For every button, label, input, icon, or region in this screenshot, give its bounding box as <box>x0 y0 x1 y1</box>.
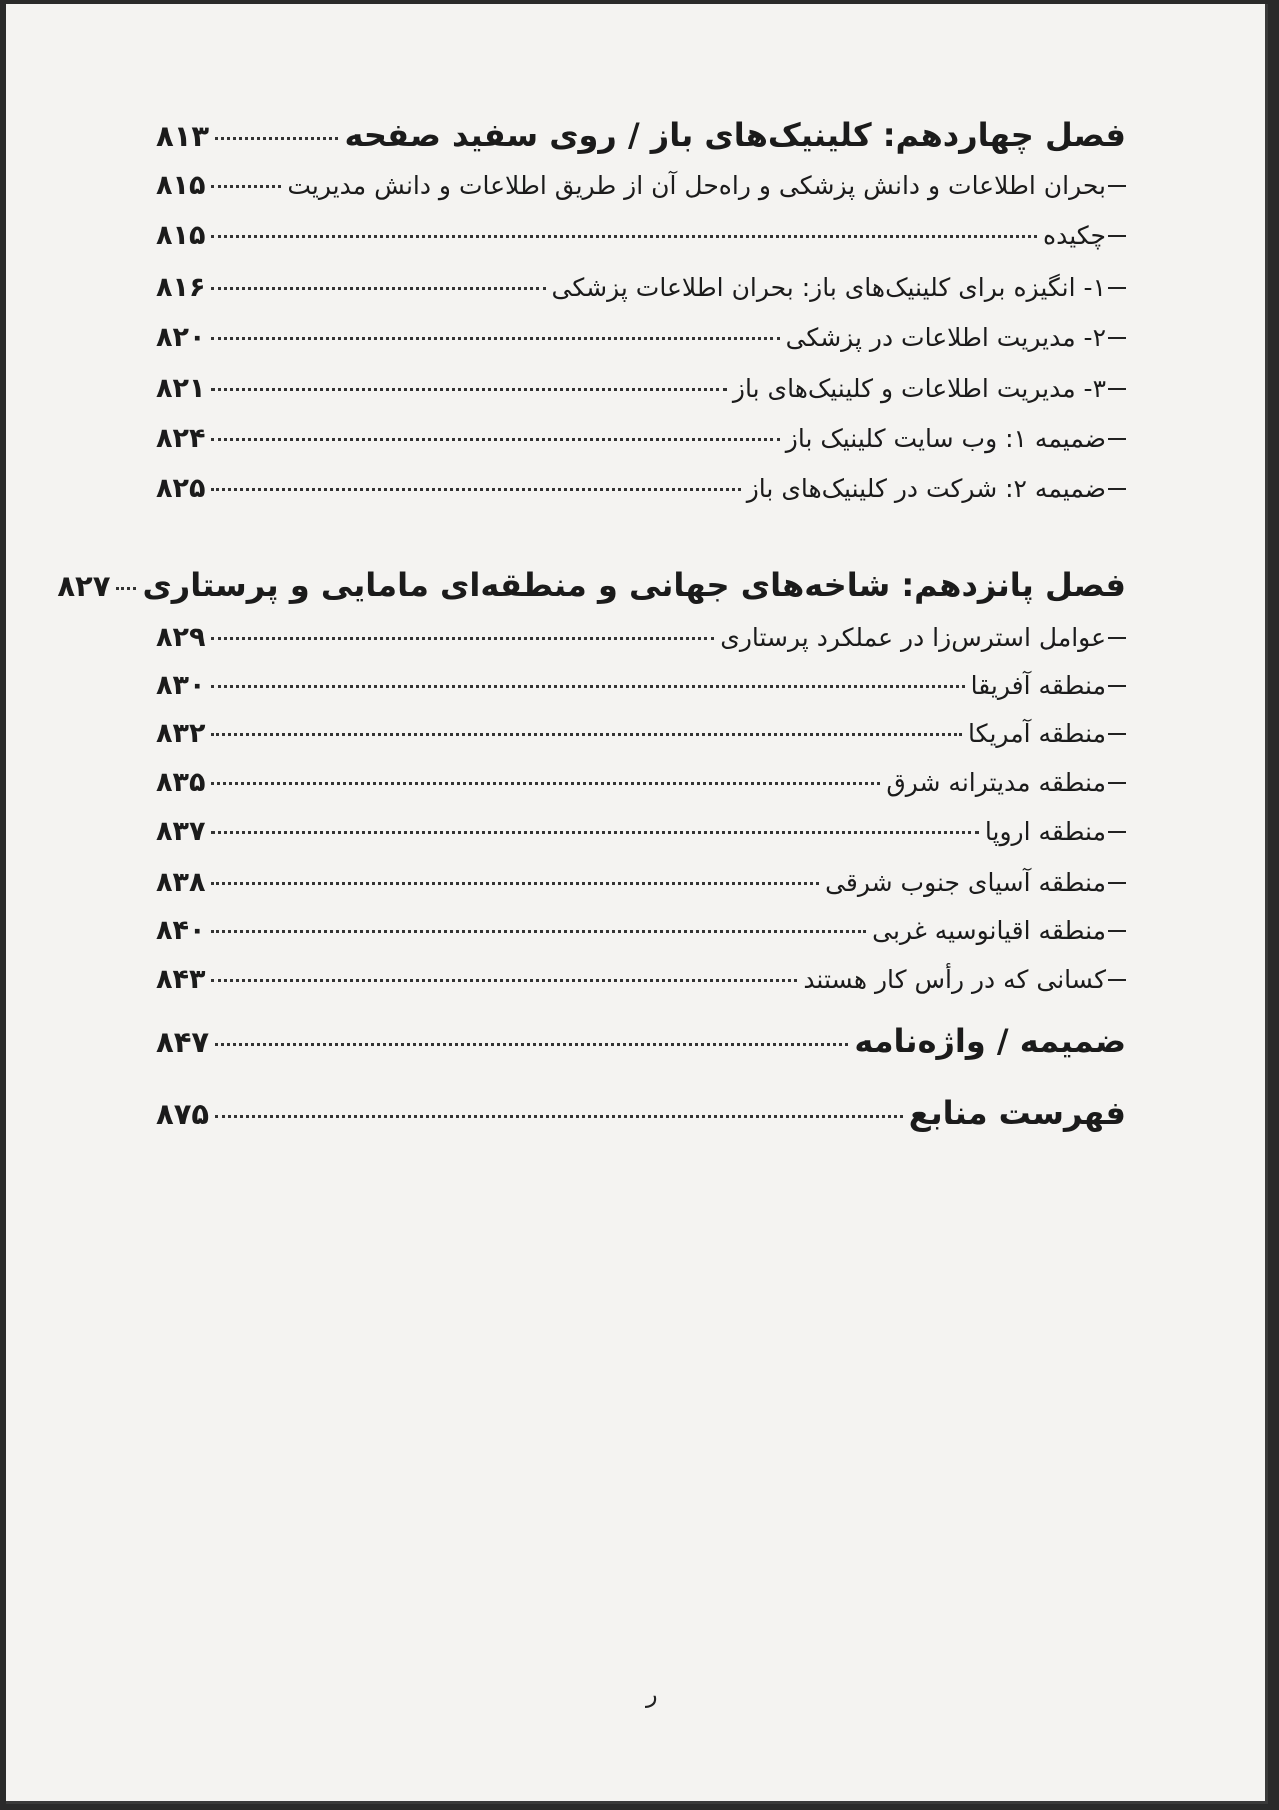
dash-mark <box>1108 235 1126 237</box>
document-page <box>6 4 1268 1804</box>
dot-leader <box>211 185 281 188</box>
dot-leader <box>116 587 136 590</box>
toc-entry-label: کسانی که در رأس کار هستند <box>803 965 1106 994</box>
toc-heading-title: فهرست منابع <box>908 1094 1126 1132</box>
toc-entry[interactable] <box>156 867 1126 898</box>
dash-mark <box>1108 979 1126 981</box>
dot-leader <box>215 137 338 140</box>
dot-leader <box>211 438 779 441</box>
toc-entry[interactable] <box>156 373 1126 404</box>
toc-entry-label: ۱- انگیزه برای کلینیک‌های باز: بحران اطلاعات پزشکی <box>551 273 1106 302</box>
toc-page-number: ۸۲۰ <box>156 322 206 353</box>
toc-entry[interactable] <box>156 272 1126 303</box>
dot-leader <box>215 1115 903 1118</box>
toc-entry-label: منطقه اقیانوسیه غربی <box>872 916 1106 945</box>
toc-entry[interactable] <box>156 322 1126 353</box>
toc-page-number: ۸۲۹ <box>156 622 206 653</box>
toc-entry[interactable] <box>156 423 1126 454</box>
dot-leader <box>211 782 880 785</box>
dash-mark <box>1108 685 1126 687</box>
toc-page-number: ۸۱۵ <box>156 220 206 251</box>
dash-mark <box>1108 287 1126 289</box>
toc-entry-label: منطقه آمریکا <box>968 719 1106 748</box>
toc-heading-appendix[interactable] <box>156 1022 1126 1060</box>
toc-entry[interactable] <box>156 767 1126 798</box>
dash-mark <box>1108 388 1126 390</box>
toc-heading-references[interactable] <box>156 1094 1126 1132</box>
toc-entry[interactable] <box>156 718 1126 749</box>
dot-leader <box>211 733 962 736</box>
toc-entry-label: ۲- مدیریت اطلاعات در پزشکی <box>785 323 1106 352</box>
dash-mark <box>1108 488 1126 490</box>
toc-page-number: ۸۲۴ <box>156 423 206 454</box>
toc-heading-chapter-15[interactable] <box>57 566 1126 604</box>
toc-entry-label: منطقه اروپا <box>984 817 1106 846</box>
dot-leader <box>215 1043 848 1046</box>
toc-page-number: ۸۲۷ <box>57 569 111 603</box>
dash-mark <box>1108 782 1126 784</box>
dot-leader <box>211 337 779 340</box>
toc-entry[interactable] <box>156 915 1126 946</box>
toc-page-number: ۸۷۵ <box>156 1097 210 1131</box>
toc-entry-label: منطقه آسیای جنوب شرقی <box>825 868 1106 897</box>
toc-entry-label: چکیده <box>1042 221 1106 250</box>
toc-page-number: ۸۳۸ <box>156 867 206 898</box>
toc-entry-label: ضمیمه ۱: وب سایت کلینیک باز <box>785 424 1106 453</box>
toc-page-number: ۸۴۷ <box>156 1025 210 1059</box>
toc-page-number: ۸۳۵ <box>156 767 206 798</box>
dot-leader <box>211 831 978 834</box>
toc-page-number: ۸۳۰ <box>156 670 206 701</box>
dash-mark <box>1108 831 1126 833</box>
toc-entry[interactable] <box>156 622 1126 653</box>
dot-leader <box>211 388 726 391</box>
dot-leader <box>211 882 819 885</box>
toc-page-number: ۸۱۶ <box>156 272 206 303</box>
dash-mark <box>1108 930 1126 932</box>
toc-heading-title: فصل چهاردهم: کلینیک‌های باز / روی سفید صفحه <box>344 116 1126 154</box>
toc-page-number: ۸۴۳ <box>156 964 206 995</box>
dot-leader <box>211 287 545 290</box>
toc-entry[interactable] <box>156 816 1126 847</box>
toc-entry[interactable] <box>156 170 1126 201</box>
dot-leader <box>211 637 714 640</box>
toc-heading-chapter-14[interactable] <box>156 116 1126 154</box>
dot-leader <box>211 685 964 688</box>
toc-entry-label: ضمیمه ۲: شرکت در کلینیک‌های باز <box>746 474 1106 503</box>
dot-leader <box>211 488 740 491</box>
toc-entry[interactable] <box>156 220 1126 251</box>
dash-mark <box>1108 438 1126 440</box>
toc-entry-label: ۳- مدیریت اطلاعات و کلینیک‌های باز <box>732 374 1106 403</box>
dot-leader <box>211 930 866 933</box>
toc-page-number: ۸۲۱ <box>156 373 206 404</box>
toc-entry-label: عوامل استرس‌زا در عملکرد پرستاری <box>720 623 1106 652</box>
toc-heading-title: ضمیمه / واژه‌نامه <box>854 1022 1126 1060</box>
toc-entry-label: بحران اطلاعات و دانش پزشکی و راه‌حل آن از طریق اطلاعات و دانش مدیریت <box>287 171 1106 200</box>
dash-mark <box>1108 185 1126 187</box>
toc-entry[interactable] <box>156 964 1126 995</box>
toc-page-number: ۸۳۷ <box>156 816 206 847</box>
dash-mark <box>1108 337 1126 339</box>
toc-entry[interactable] <box>156 670 1126 701</box>
toc-page-number: ۸۳۲ <box>156 718 206 749</box>
toc-entry-label: منطقه آفریقا <box>970 671 1106 700</box>
dot-leader <box>211 235 1037 238</box>
toc-page-number: ۸۱۵ <box>156 170 206 201</box>
dash-mark <box>1108 637 1126 639</box>
toc-entry[interactable] <box>156 473 1126 504</box>
dot-leader <box>211 979 797 982</box>
dash-mark <box>1108 882 1126 884</box>
toc-page-number: ۸۱۳ <box>156 119 210 153</box>
toc-page-number: ۸۲۵ <box>156 473 206 504</box>
toc-page-number: ۸۴۰ <box>156 915 206 946</box>
toc-heading-title: فصل پانزدهم: شاخه‌های جهانی و منطقه‌ای مامایی و پرستاری <box>142 566 1126 604</box>
page-marker: ر <box>646 1680 658 1708</box>
toc-entry-label: منطقه مدیترانه شرق <box>886 768 1106 797</box>
dash-mark <box>1108 733 1126 735</box>
